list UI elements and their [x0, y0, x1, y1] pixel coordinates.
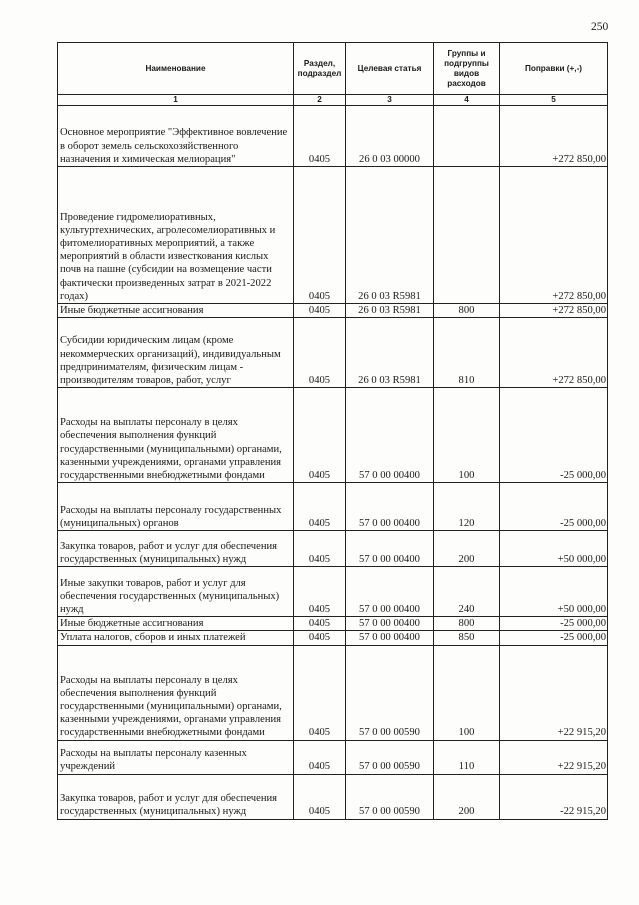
row-article: 26 0 03 R5981	[346, 304, 434, 318]
row-name: Закупка товаров, работ и услуг для обеспечения государственных (муниципальных) нужд	[58, 531, 294, 567]
table-row	[58, 167, 608, 304]
row-section: 0405	[294, 106, 346, 167]
row-section: 0405	[294, 774, 346, 819]
row-section: 0405	[294, 304, 346, 318]
table-row	[58, 567, 608, 617]
table-row	[58, 740, 608, 774]
row-group	[434, 106, 500, 167]
row-section: 0405	[294, 631, 346, 645]
header-amendments: Поправки (+,-)	[500, 43, 608, 95]
row-amount: +50 000,00	[500, 531, 608, 567]
budget-amendments-table	[57, 42, 608, 820]
row-name: Субсидии юридическим лицам (кроме некоммерческих организаций), индивидуальным предпринимателям, физическим лицам - производителям товаров, работ, услуг	[58, 318, 294, 388]
table-row	[58, 631, 608, 645]
row-group: 100	[434, 388, 500, 483]
page-number: 250	[591, 21, 609, 33]
header-section: Раздел, подраздел	[294, 43, 346, 95]
row-article: 57 0 00 00400	[346, 567, 434, 617]
header-name: Наименование	[58, 43, 294, 95]
table-row	[58, 774, 608, 819]
row-amount: +272 850,00	[500, 304, 608, 318]
row-section: 0405	[294, 167, 346, 304]
row-amount: +272 850,00	[500, 318, 608, 388]
row-group: 240	[434, 567, 500, 617]
row-article: 57 0 00 00400	[346, 617, 434, 631]
row-section: 0405	[294, 617, 346, 631]
row-article: 26 0 03 R5981	[346, 318, 434, 388]
table-row	[58, 617, 608, 631]
row-name: Закупка товаров, работ и услуг для обеспечения государственных (муниципальных) нужд	[58, 774, 294, 819]
row-amount: +50 000,00	[500, 567, 608, 617]
row-group: 850	[434, 631, 500, 645]
table-row	[58, 304, 608, 318]
row-name: Проведение гидромелиоративных, культуртехнических, агролесомелиоративных и фитомелиоративных мероприятий, а также мероприятий в области известкования кислых почв на пашне (субсидии на возмещение части фактически произведенных затрат в 2021-2022 годах)	[58, 167, 294, 304]
table-row	[58, 531, 608, 567]
row-amount: +272 850,00	[500, 167, 608, 304]
row-name: Уплата налогов, сборов и иных платежей	[58, 631, 294, 645]
row-article: 26 0 03 00000	[346, 106, 434, 167]
row-section: 0405	[294, 740, 346, 774]
column-number: 4	[434, 95, 500, 106]
row-article: 57 0 00 00400	[346, 631, 434, 645]
row-article: 57 0 00 00590	[346, 645, 434, 740]
row-name: Расходы на выплаты персоналу казенных учреждений	[58, 740, 294, 774]
row-name: Иные бюджетные ассигнования	[58, 304, 294, 318]
table-row	[58, 318, 608, 388]
row-article: 57 0 00 00590	[346, 774, 434, 819]
row-amount: -25 000,00	[500, 631, 608, 645]
row-group: 200	[434, 774, 500, 819]
column-number: 2	[294, 95, 346, 106]
row-group: 120	[434, 483, 500, 531]
row-amount: -25 000,00	[500, 388, 608, 483]
header-article: Целевая статья	[346, 43, 434, 95]
row-name: Иные бюджетные ассигнования	[58, 617, 294, 631]
row-article: 26 0 03 R5981	[346, 167, 434, 304]
column-number-row	[58, 95, 608, 106]
row-name: Расходы на выплаты персоналу в целях обеспечения выполнения функций государственными (муниципальными) органами, казенными учреждениями, органами управления государственными внебюджетными фондами	[58, 388, 294, 483]
row-article: 57 0 00 00400	[346, 388, 434, 483]
row-amount: -25 000,00	[500, 617, 608, 631]
row-article: 57 0 00 00400	[346, 483, 434, 531]
row-amount: +22 915,20	[500, 740, 608, 774]
row-name: Расходы на выплаты персоналу государственных (муниципальных) органов	[58, 483, 294, 531]
row-section: 0405	[294, 318, 346, 388]
row-group	[434, 167, 500, 304]
table-row	[58, 388, 608, 483]
row-group: 200	[434, 531, 500, 567]
table-row	[58, 483, 608, 531]
table-row	[58, 645, 608, 740]
row-amount: +272 850,00	[500, 106, 608, 167]
row-group: 800	[434, 617, 500, 631]
row-name: Основное мероприятие "Эффективное вовлечение в оборот земель сельскохозяйственного назначения и химическая мелиорация"	[58, 106, 294, 167]
row-group: 800	[434, 304, 500, 318]
row-section: 0405	[294, 531, 346, 567]
column-number: 5	[500, 95, 608, 106]
row-section: 0405	[294, 645, 346, 740]
row-name: Иные закупки товаров, работ и услуг для обеспечения государственных (муниципальных) нужд	[58, 567, 294, 617]
column-number: 3	[346, 95, 434, 106]
row-section: 0405	[294, 388, 346, 483]
table-body	[58, 106, 608, 820]
column-number: 1	[58, 95, 294, 106]
header-row	[58, 43, 608, 95]
row-section: 0405	[294, 567, 346, 617]
row-group: 100	[434, 645, 500, 740]
row-amount: -22 915,20	[500, 774, 608, 819]
row-section: 0405	[294, 483, 346, 531]
row-amount: -25 000,00	[500, 483, 608, 531]
row-article: 57 0 00 00400	[346, 531, 434, 567]
table-row	[58, 106, 608, 167]
row-group: 110	[434, 740, 500, 774]
row-article: 57 0 00 00590	[346, 740, 434, 774]
row-group: 810	[434, 318, 500, 388]
row-amount: +22 915,20	[500, 645, 608, 740]
row-name: Расходы на выплаты персоналу в целях обеспечения выполнения функций государственными (муниципальными) органами, казенными учреждениями, органами управления государственными внебюджетными фондами	[58, 645, 294, 740]
header-groups: Группы и подгруппы видов расходов	[434, 43, 500, 95]
